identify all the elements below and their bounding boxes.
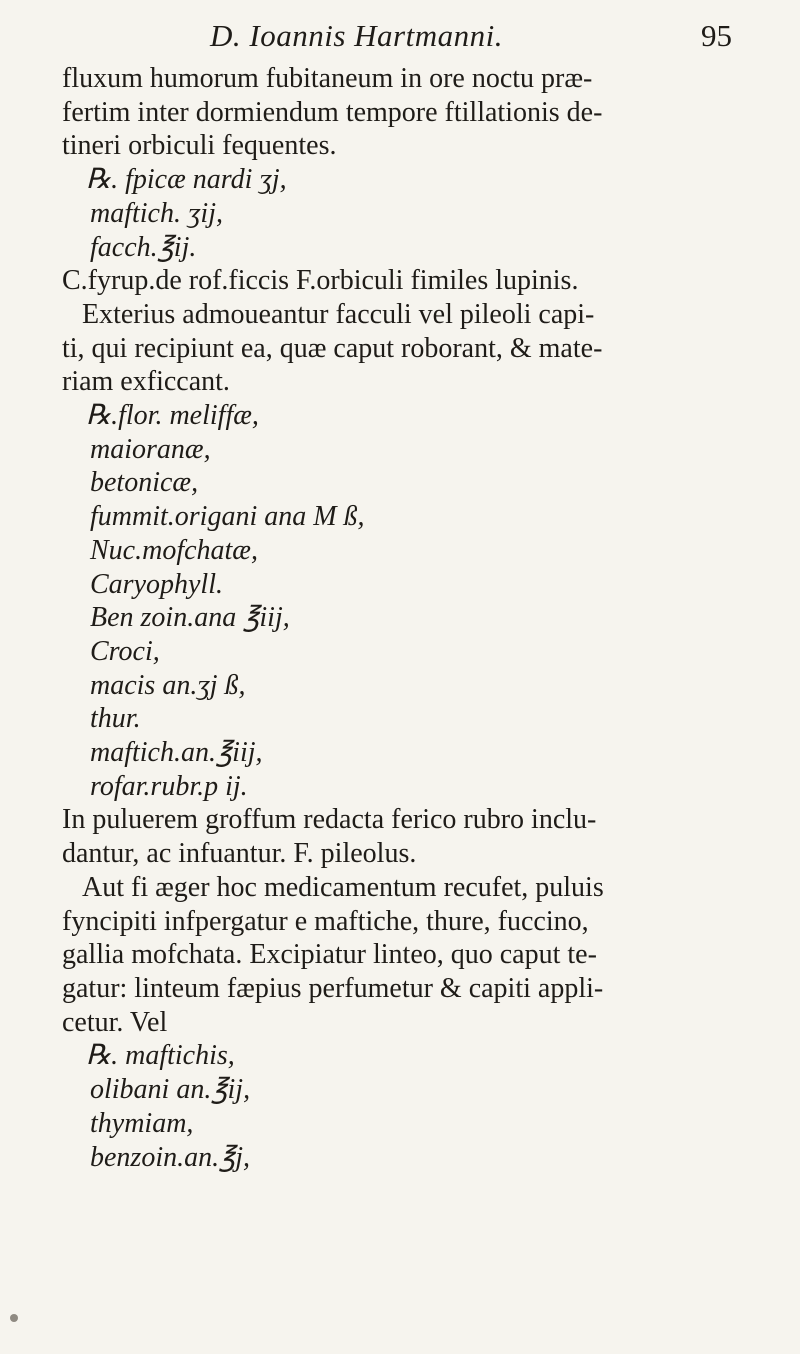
text-line: In puluerem groffum redacta ferico rubro inclu- xyxy=(62,804,597,836)
text-line: gatur: linteum fæpius perfumetur & capiti appli- xyxy=(62,972,604,1004)
recipe-line: thymiam, xyxy=(90,1107,194,1139)
text-line: fyncipiti infpergatur e maftiche, thure, fuccino, xyxy=(62,905,589,937)
text-line: Aut fi æger hoc medicamentum recufet, puluis xyxy=(82,871,604,903)
ink-spot xyxy=(10,1314,18,1322)
text-line: C.fyrup.de rof.ficcis F.orbiculi fimiles lupinis. xyxy=(62,265,579,297)
recipe-line: Croci, xyxy=(90,635,160,667)
recipe-line: maioranæ, xyxy=(90,433,211,465)
text-line: riam exficcant. xyxy=(62,366,230,398)
recipe-line: thur. xyxy=(90,703,141,735)
recipe-line: betonicæ, xyxy=(90,467,199,499)
recipe-line: Ben zoin.ana ℥iij, xyxy=(90,602,290,634)
text-line: tineri orbiculi fequentes. xyxy=(62,130,337,162)
recipe-line: ℞.flor. meliffæ, xyxy=(86,400,259,432)
recipe-line: benzoin.an.℥j, xyxy=(90,1141,251,1173)
recipe-line: olibani an.℥ij, xyxy=(90,1074,251,1106)
page-header xyxy=(60,16,740,60)
text-line: fluxum humorum fubitaneum in ore noctu præ- xyxy=(62,63,593,94)
text-line: cetur. Vel xyxy=(62,1006,168,1038)
recipe-line: fummit.origani ana M ß, xyxy=(90,501,365,533)
running-head: D. Ioannis Hartmanni. xyxy=(210,18,503,53)
recipe-line: maftich. ʒij, xyxy=(90,197,223,229)
text-line: dantur, ac infuantur. F. pileolus. xyxy=(62,838,417,870)
text-line: ti, qui recipiunt ea, quæ caput roborant, & mate- xyxy=(62,332,603,364)
recipe-line: Nuc.mofchatæ, xyxy=(90,534,258,566)
recipe-line: macis an.ʒj ß, xyxy=(90,669,246,701)
recipe-line: ℞. maftichis, xyxy=(86,1040,235,1072)
page-number: 95 xyxy=(701,18,732,53)
text-line: fertim inter dormiendum tempore ftillationis de- xyxy=(62,96,603,128)
recipe-line: rofar.rubr.p ij. xyxy=(90,770,248,802)
recipe-line: facch.℥ij. xyxy=(90,231,197,263)
recipe-line: Caryophyll. xyxy=(90,568,223,600)
text-line: gallia mofchata. Excipiatur linteo, quo caput te- xyxy=(62,939,597,971)
page-body xyxy=(62,62,752,1174)
text-line: Exterius admoueantur facculi vel pileoli capi- xyxy=(82,298,595,330)
recipe-line: ℞. fpicæ nardi ʒj, xyxy=(86,164,287,196)
recipe-line: maftich.an.℥iij, xyxy=(90,737,263,769)
